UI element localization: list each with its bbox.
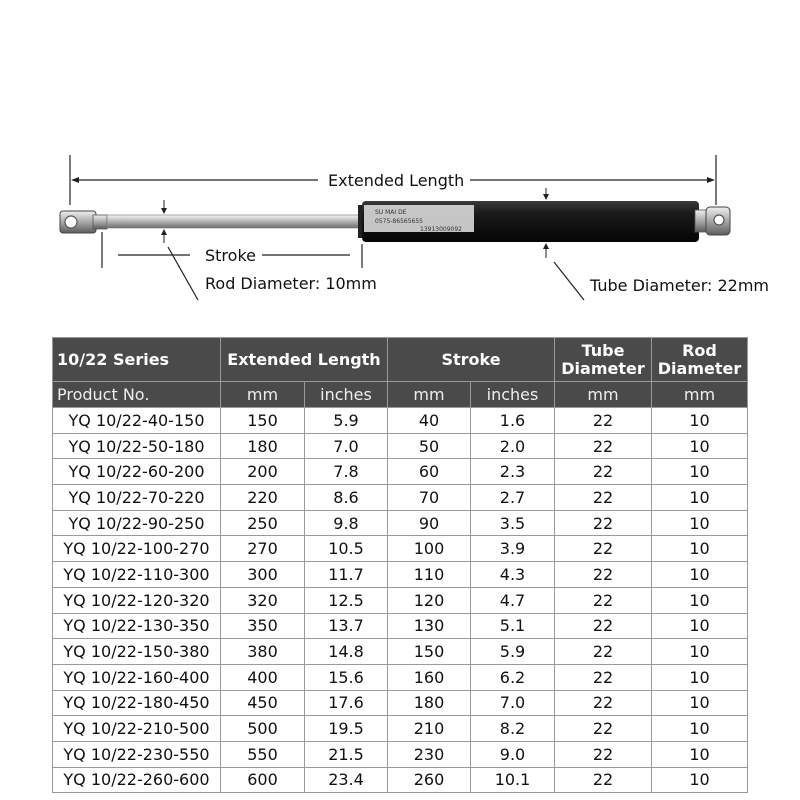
tube-diameter-label: Tube Diameter: 22mm [590, 276, 769, 295]
table-header-row [53, 338, 748, 382]
extended-inches-cell: 11.7 [305, 562, 388, 588]
product-no-cell: YQ 10/22-60-200 [53, 459, 221, 485]
stroke-mm-cell: 40 [388, 408, 471, 434]
rod-diameter-cell: 10 [652, 664, 748, 690]
product-no-cell: YQ 10/22-90-250 [53, 510, 221, 536]
table-row [53, 536, 748, 562]
extended-mm-cell: 500 [221, 716, 305, 742]
table-row [53, 767, 748, 793]
extended-mm-cell: 320 [221, 587, 305, 613]
extended-mm-cell: 180 [221, 433, 305, 459]
units-cell: mm [555, 382, 652, 408]
stroke-inches-cell: 2.7 [471, 485, 555, 511]
tube-diameter-cell: 22 [555, 741, 652, 767]
stroke-mm-cell: 180 [388, 690, 471, 716]
extended-mm-cell: 350 [221, 613, 305, 639]
extended-mm-cell: 300 [221, 562, 305, 588]
tube-diameter-cell: 22 [555, 587, 652, 613]
extended-inches-cell: 13.7 [305, 613, 388, 639]
piston-rod [107, 215, 363, 228]
extended-mm-cell: 270 [221, 536, 305, 562]
rod-diameter-cell: 10 [652, 562, 748, 588]
tube-diameter-leader [554, 262, 584, 300]
extended-inches-cell: 5.9 [305, 408, 388, 434]
stroke-inches-cell: 4.3 [471, 562, 555, 588]
table-row [53, 613, 748, 639]
rod-diameter-cell: 10 [652, 613, 748, 639]
tube-diameter-cell: 22 [555, 639, 652, 665]
extended-inches-cell: 15.6 [305, 664, 388, 690]
rod-diameter-cell: 10 [652, 510, 748, 536]
product-no-cell: YQ 10/22-160-400 [53, 664, 221, 690]
product-no-cell: YQ 10/22-120-320 [53, 587, 221, 613]
stroke-inches-cell: 6.2 [471, 664, 555, 690]
table-row [53, 433, 748, 459]
stroke-mm-cell: 90 [388, 510, 471, 536]
tube-diameter-cell: 22 [555, 767, 652, 793]
stroke-header: Stroke [388, 338, 555, 382]
rod-diameter-cell: 10 [652, 459, 748, 485]
stroke-mm-cell: 110 [388, 562, 471, 588]
stroke-inches-cell: 10.1 [471, 767, 555, 793]
units-cell: Product No. [53, 382, 221, 408]
product-no-cell: YQ 10/22-260-600 [53, 767, 221, 793]
stroke-mm-cell: 70 [388, 485, 471, 511]
stroke-inches-cell: 9.0 [471, 741, 555, 767]
table-row [53, 639, 748, 665]
extended-inches-cell: 12.5 [305, 587, 388, 613]
stroke-inches-cell: 8.2 [471, 716, 555, 742]
tube-diameter-cell: 22 [555, 536, 652, 562]
table-row [53, 690, 748, 716]
table-row [53, 459, 748, 485]
rod-diameter-cell: 10 [652, 433, 748, 459]
product-no-cell: YQ 10/22-230-550 [53, 741, 221, 767]
stroke-mm-cell: 150 [388, 639, 471, 665]
stroke-mm-cell: 230 [388, 741, 471, 767]
units-cell: mm [221, 382, 305, 408]
tube-print-line: 0575-86565655 [375, 218, 423, 225]
product-no-cell: YQ 10/22-130-350 [53, 613, 221, 639]
table-row [53, 485, 748, 511]
tube-diameter-cell: 22 [555, 562, 652, 588]
extended-inches-cell: 10.5 [305, 536, 388, 562]
stroke-inches-cell: 3.9 [471, 536, 555, 562]
series-header: 10/22 Series [53, 338, 221, 382]
stroke-label: Stroke [205, 246, 256, 265]
left-end-fitting [60, 211, 107, 233]
extended-mm-cell: 450 [221, 690, 305, 716]
product-no-cell: YQ 10/22-180-450 [53, 690, 221, 716]
tube-diameter-cell: 22 [555, 408, 652, 434]
table-row [53, 741, 748, 767]
extended-inches-cell: 23.4 [305, 767, 388, 793]
product-no-cell: YQ 10/22-50-180 [53, 433, 221, 459]
product-no-cell: YQ 10/22-150-380 [53, 639, 221, 665]
rod-diameter-cell: 10 [652, 767, 748, 793]
extended-mm-cell: 550 [221, 741, 305, 767]
extended-inches-cell: 17.6 [305, 690, 388, 716]
stroke-mm-cell: 60 [388, 459, 471, 485]
table-row [53, 510, 748, 536]
stroke-mm-cell: 130 [388, 613, 471, 639]
tube-diameter-cell: 22 [555, 690, 652, 716]
stroke-mm-cell: 260 [388, 767, 471, 793]
tube-print-line: 13913009092 [420, 226, 462, 233]
extended-inches-cell: 8.6 [305, 485, 388, 511]
rod-diameter-cell: 10 [652, 741, 748, 767]
extended-mm-cell: 200 [221, 459, 305, 485]
spec-table [52, 337, 748, 793]
stroke-mm-cell: 50 [388, 433, 471, 459]
stroke-inches-cell: 2.3 [471, 459, 555, 485]
extended-inches-cell: 14.8 [305, 639, 388, 665]
product-no-cell: YQ 10/22-70-220 [53, 485, 221, 511]
product-no-cell: YQ 10/22-210-500 [53, 716, 221, 742]
gas-strut-diagram [0, 0, 800, 330]
table-row [53, 408, 748, 434]
tube-diameter-cell: 22 [555, 485, 652, 511]
tube-diameter-cell: 22 [555, 716, 652, 742]
tube-print-line: SU MAI DE [375, 209, 407, 216]
extended-mm-cell: 220 [221, 485, 305, 511]
rod-diameter-header: Rod Diameter [652, 338, 748, 382]
rod-diameter-cell: 10 [652, 536, 748, 562]
extended-inches-cell: 19.5 [305, 716, 388, 742]
tube-diameter-cell: 22 [555, 433, 652, 459]
stroke-mm-cell: 100 [388, 536, 471, 562]
rod-diameter-cell: 10 [652, 716, 748, 742]
rod-diameter-cell: 10 [652, 587, 748, 613]
rod-diameter-label: Rod Diameter: 10mm [205, 274, 377, 293]
rod-diameter-cell: 10 [652, 485, 748, 511]
product-no-cell: YQ 10/22-100-270 [53, 536, 221, 562]
table-row [53, 716, 748, 742]
stroke-inches-cell: 1.6 [471, 408, 555, 434]
extended-mm-cell: 600 [221, 767, 305, 793]
units-cell: mm [388, 382, 471, 408]
spec-table-body [53, 408, 748, 793]
extended-inches-cell: 7.0 [305, 433, 388, 459]
extended-mm-cell: 150 [221, 408, 305, 434]
product-no-cell: YQ 10/22-110-300 [53, 562, 221, 588]
stroke-inches-cell: 5.9 [471, 639, 555, 665]
tube-diameter-cell: 22 [555, 510, 652, 536]
cylinder-tube [358, 201, 699, 242]
tube-diameter-cell: 22 [555, 459, 652, 485]
table-row [53, 664, 748, 690]
extended-inches-cell: 7.8 [305, 459, 388, 485]
tube-diameter-cell: 22 [555, 664, 652, 690]
units-cell: mm [652, 382, 748, 408]
stroke-mm-cell: 120 [388, 587, 471, 613]
extended-mm-cell: 250 [221, 510, 305, 536]
tube-diameter-cell: 22 [555, 613, 652, 639]
stroke-inches-cell: 3.5 [471, 510, 555, 536]
extended-mm-cell: 400 [221, 664, 305, 690]
right-end-fitting [695, 207, 730, 235]
tube-diameter-header: Tube Diameter [555, 338, 652, 382]
product-no-cell: YQ 10/22-40-150 [53, 408, 221, 434]
extended-inches-cell: 9.8 [305, 510, 388, 536]
stroke-inches-cell: 2.0 [471, 433, 555, 459]
extended-length-header: Extended Length [221, 338, 388, 382]
units-cell: inches [305, 382, 388, 408]
stroke-mm-cell: 210 [388, 716, 471, 742]
stroke-inches-cell: 5.1 [471, 613, 555, 639]
table-row [53, 562, 748, 588]
rod-diameter-cell: 10 [652, 690, 748, 716]
units-cell: inches [471, 382, 555, 408]
stroke-mm-cell: 160 [388, 664, 471, 690]
rod-diameter-cell: 10 [652, 408, 748, 434]
rod-diameter-cell: 10 [652, 639, 748, 665]
units-row [53, 382, 748, 408]
stroke-inches-cell: 4.7 [471, 587, 555, 613]
extended-mm-cell: 380 [221, 639, 305, 665]
stroke-inches-cell: 7.0 [471, 690, 555, 716]
table-row [53, 587, 748, 613]
extended-length-label: Extended Length [328, 171, 465, 190]
extended-inches-cell: 21.5 [305, 741, 388, 767]
